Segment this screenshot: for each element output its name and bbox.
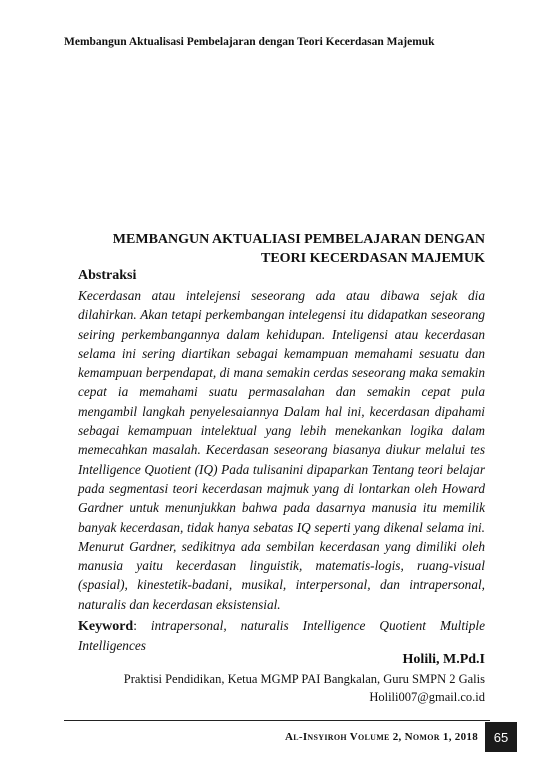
page-number: 65 (485, 722, 517, 752)
author-affiliation: Praktisi Pendidikan, Ketua MGMP PAI Bangkalan, Guru SMPN 2 Galis (123, 672, 485, 686)
running-head: Membangun Aktualisasi Pembelajaran dengan Teori Kecerdasan Majemuk (64, 36, 435, 48)
author-email: Holili007@gmail.co.id (369, 690, 485, 704)
keywords (78, 616, 485, 655)
keywords-label: Keyword (78, 619, 134, 634)
author-name: Holili, M.Pd.I (402, 652, 485, 667)
article-title-line-1: MEMBANGUN AKTUALIASI PEMBELAJARAN DENGAN (112, 232, 485, 247)
abstract-text: Kecerdasan atau intelejensi seseorang ada atau dibawa sejak dia dilahirkan. Akan tetapi perkembangan intelegensi itu didapatkan seseorang seiring perkembangannya dalam kehidupan. Inteligensi atau kecerdasan selama ini sering diartikan sebagai kemampuan memahami sesuatu dan kemampuan berpendapat, di mana semakin cerdas seseorang maka semakin cepat ia memahami suatu permasalahan dan semakin cepat pula mengambil langkah penyelesaiannya Dalam hal ini, kecerdasan dipahami sebagai kemampuan intelektual yang lebih menekankan logika dalam memecahkan masalah. Kecerdasan seseorang biasanya diukur melalui tes Intelligence Quotient (IQ) Pada tulisanini dipaparkan Tentang teori belajar pada segmentasi teori kecerdasan majmuk yang di lontarkan oleh Howard Gardner untuk menunjukkan bahwa pada dasarnya manusia itu memilik banyak kecerdasan, tidak hanya sebatas IQ seperti yang dikenal selama ini. Menurut Gardner, sedikitnya ada sembilan kecerdasan yang dimiliki oleh manusia yaitu kecerdasan linguistik, matematis-logis, ruang-visual (spasial), kinestetik-badani, musikal, interpersonal, dan intrapersonal, naturalis dan kecerdasan eksistensial. (78, 288, 485, 612)
keywords-text: intrapersonal, naturalis Intelligence Quotient Multiple Intelligences (78, 618, 485, 653)
keywords-separator: : (133, 618, 151, 633)
article-title (60, 230, 485, 268)
abstract-heading: Abstraksi (78, 268, 137, 283)
article-title-line-2: TEORI KECERDASAN MAJEMUK (260, 251, 485, 266)
footer-journal-info: Al-Insyiroh Volume 2, Nomor 1, 2018 (285, 731, 478, 743)
footer-divider (64, 720, 490, 721)
